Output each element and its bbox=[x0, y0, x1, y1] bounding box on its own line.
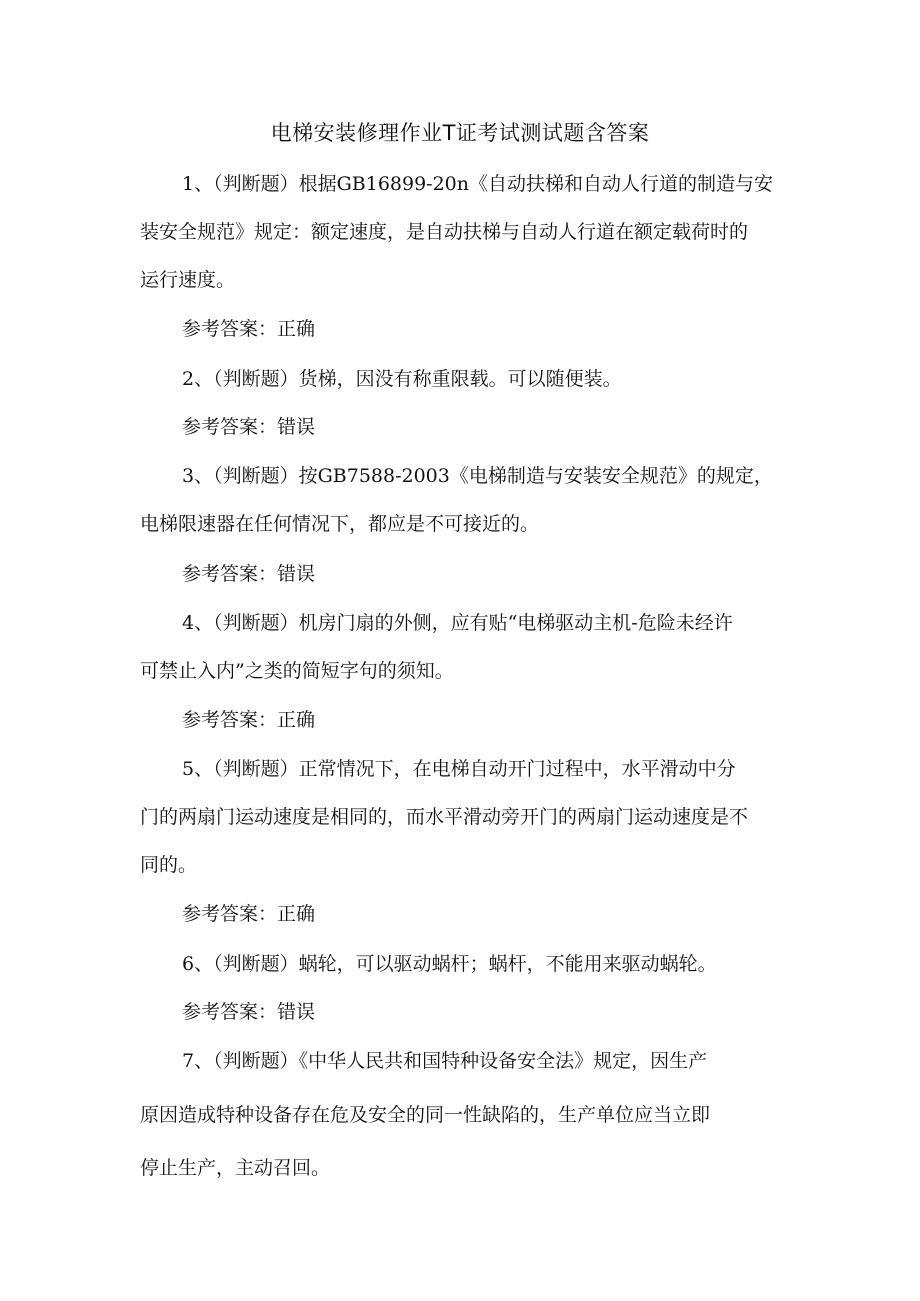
question-5-line-3: 同的。 bbox=[140, 854, 198, 876]
page-title: 电梯安装修理作业T证考试测试题含答案 bbox=[270, 121, 650, 145]
question-5-answer: 参考答案：正确 bbox=[182, 903, 316, 925]
question-4-line-1: 4、（判断题）机房门扇的外侧，应有贴“电梯驱动主机-危险未经许 bbox=[182, 612, 733, 634]
question-7-line-1: 7、（判断题）《中华人民共和国特种设备安全法》规定，因生产 bbox=[182, 1050, 708, 1072]
question-1-answer: 参考答案：正确 bbox=[182, 318, 316, 340]
question-6-answer: 参考答案：错误 bbox=[182, 1001, 316, 1023]
question-4-line-2: 可禁止入内”之类的简短字句的须知。 bbox=[140, 660, 454, 682]
question-3-line-2: 电梯限速器在任何情况下，都应是不可接近的。 bbox=[140, 513, 540, 535]
question-7-line-2: 原因造成特种设备存在危及安全的同一性缺陷的，生产单位应当立即 bbox=[140, 1104, 711, 1126]
question-6-line-1: 6、（判断题）蜗轮，可以驱动蜗杆；蜗杆，不能用来驱动蜗轮。 bbox=[182, 953, 717, 975]
question-1-line-3: 运行速度。 bbox=[140, 269, 236, 291]
question-2-line-1: 2、（判断题）货梯，因没有称重限载。可以随便装。 bbox=[182, 368, 622, 390]
question-2-answer: 参考答案：错误 bbox=[182, 416, 316, 438]
question-7-line-3: 停止生产，主动召回。 bbox=[140, 1157, 331, 1179]
question-5-line-2: 门的两扇门运动速度是相同的，而水平滑动旁开门的两扇门运动速度是不 bbox=[140, 806, 749, 828]
question-5-line-1: 5、（判断题）正常情况下，在电梯自动开门过程中，水平滑动中分 bbox=[182, 758, 736, 780]
question-1-line-1: 1、（判断题）根据GB16899-20n《自动扶梯和自动人行道的制造与安 bbox=[182, 173, 774, 195]
question-4-answer: 参考答案：正确 bbox=[182, 709, 316, 731]
question-1-line-2: 装安全规范》规定：额定速度，是自动扶梯与自动人行道在额定载荷时的 bbox=[140, 221, 749, 243]
question-3-answer: 参考答案：错误 bbox=[182, 563, 316, 585]
question-3-line-1: 3、（判断题）按GB7588-2003《电梯制造与安装安全规范》的规定， bbox=[182, 465, 773, 487]
